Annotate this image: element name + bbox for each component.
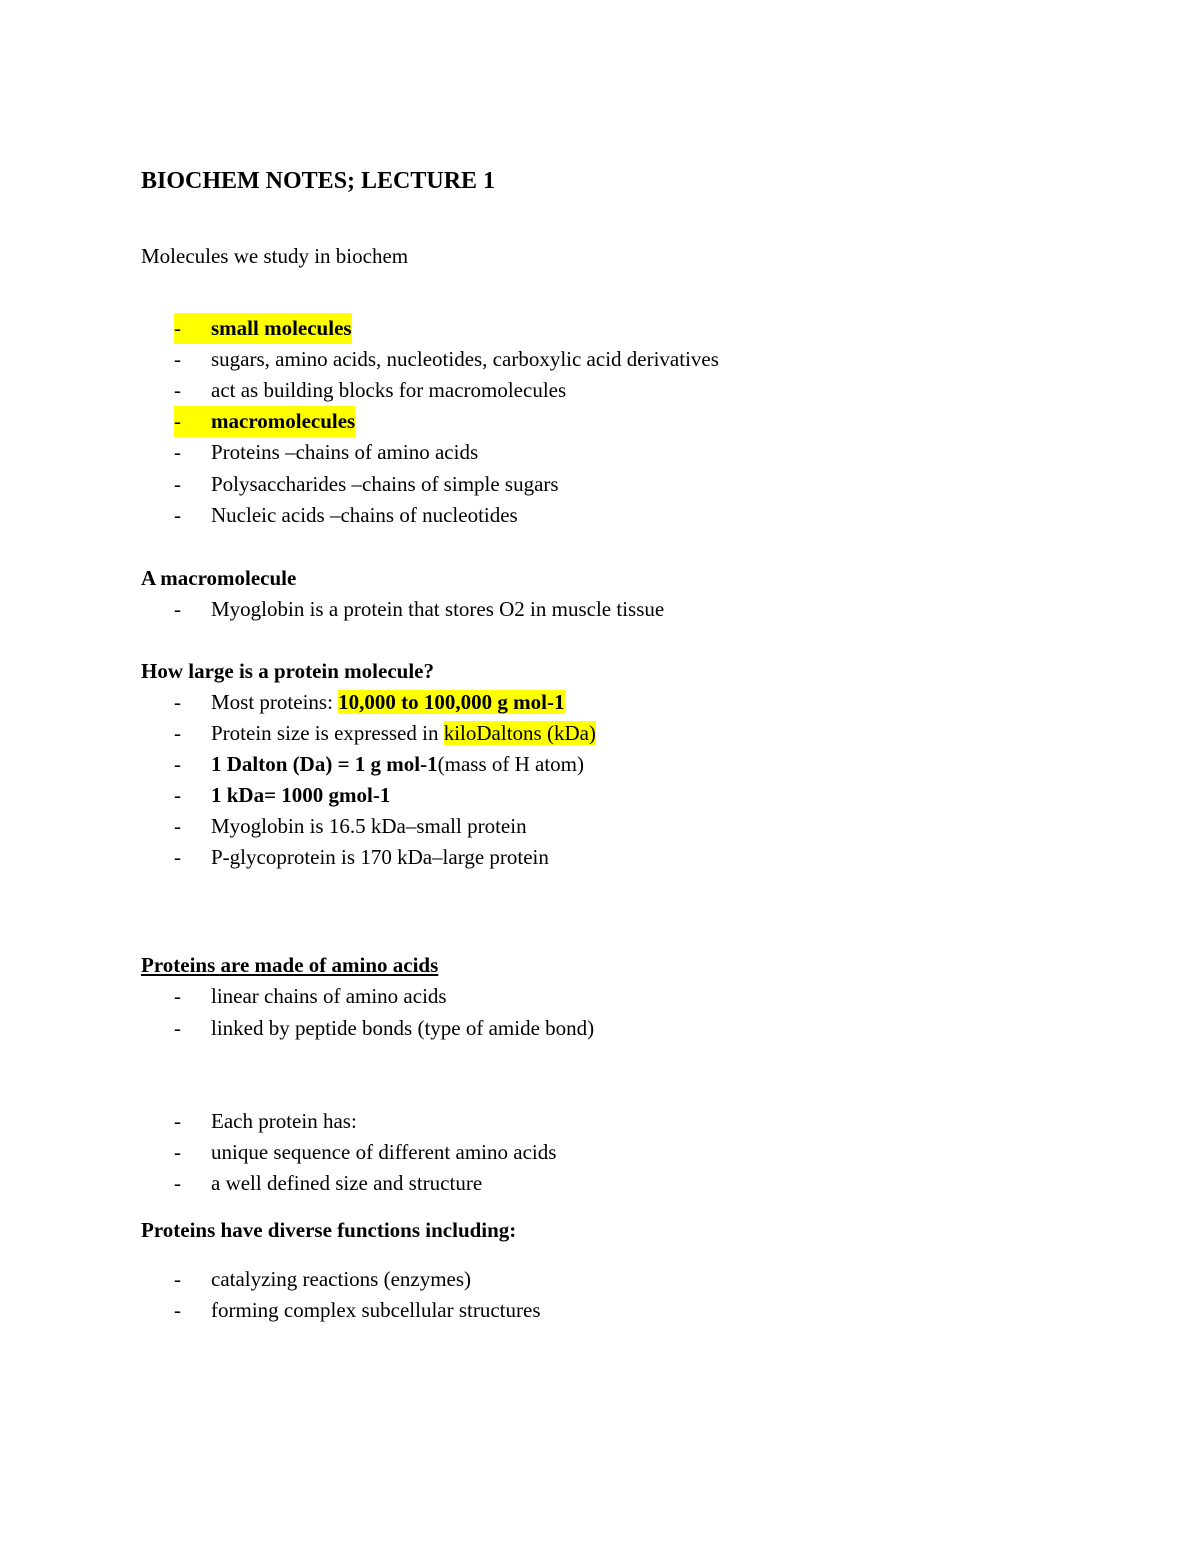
section-heading: How large is a protein molecule?	[141, 659, 434, 683]
list-item: - forming complex subcellular structures	[174, 1298, 541, 1322]
list-item: - Protein size is expressed in kiloDaltons (kDa)	[174, 721, 596, 745]
document-title: BIOCHEM NOTES; LECTURE 1	[141, 168, 496, 194]
list-item: - unique sequence of different amino acids	[174, 1140, 557, 1164]
list-item: - Each protein has:	[174, 1109, 357, 1133]
list-item: - catalyzing reactions (enzymes)	[174, 1267, 472, 1291]
section-heading: Proteins are made of amino acids	[141, 953, 439, 977]
list-item: - linked by peptide bonds (type of amide bond)	[174, 1016, 595, 1040]
section-heading: Proteins have diverse functions including:	[141, 1218, 517, 1242]
list-item: - small molecules	[174, 313, 352, 344]
list-item: - 1 kDa= 1000 gmol-1	[174, 783, 391, 807]
list-item: - Nucleic acids –chains of nucleotides	[174, 503, 518, 527]
list-item: - Polysaccharides –chains of simple sugars	[174, 472, 559, 496]
list-item: - macromolecules	[174, 406, 355, 437]
list-item: - Most proteins: 10,000 to 100,000 g mol-1	[174, 690, 565, 714]
list-item: - a well defined size and structure	[174, 1171, 483, 1195]
list-item: - 1 Dalton (Da) = 1 g mol-1(mass of H atom)	[174, 752, 585, 776]
section-heading: A macromolecule	[141, 566, 297, 590]
list-item: - P-glycoprotein is 170 kDa–large protein	[174, 845, 549, 869]
list-item: - Myoglobin is a protein that stores O2 in muscle tissue	[174, 597, 665, 621]
intro-text: Molecules we study in biochem	[141, 244, 409, 268]
list-item: - linear chains of amino acids	[174, 984, 447, 1008]
list-item: - act as building blocks for macromolecules	[174, 378, 567, 402]
list-item: - Myoglobin is 16.5 kDa–small protein	[174, 814, 527, 838]
list-item: - Proteins –chains of amino acids	[174, 440, 479, 464]
list-item: - sugars, amino acids, nucleotides, carboxylic acid derivatives	[174, 347, 719, 371]
